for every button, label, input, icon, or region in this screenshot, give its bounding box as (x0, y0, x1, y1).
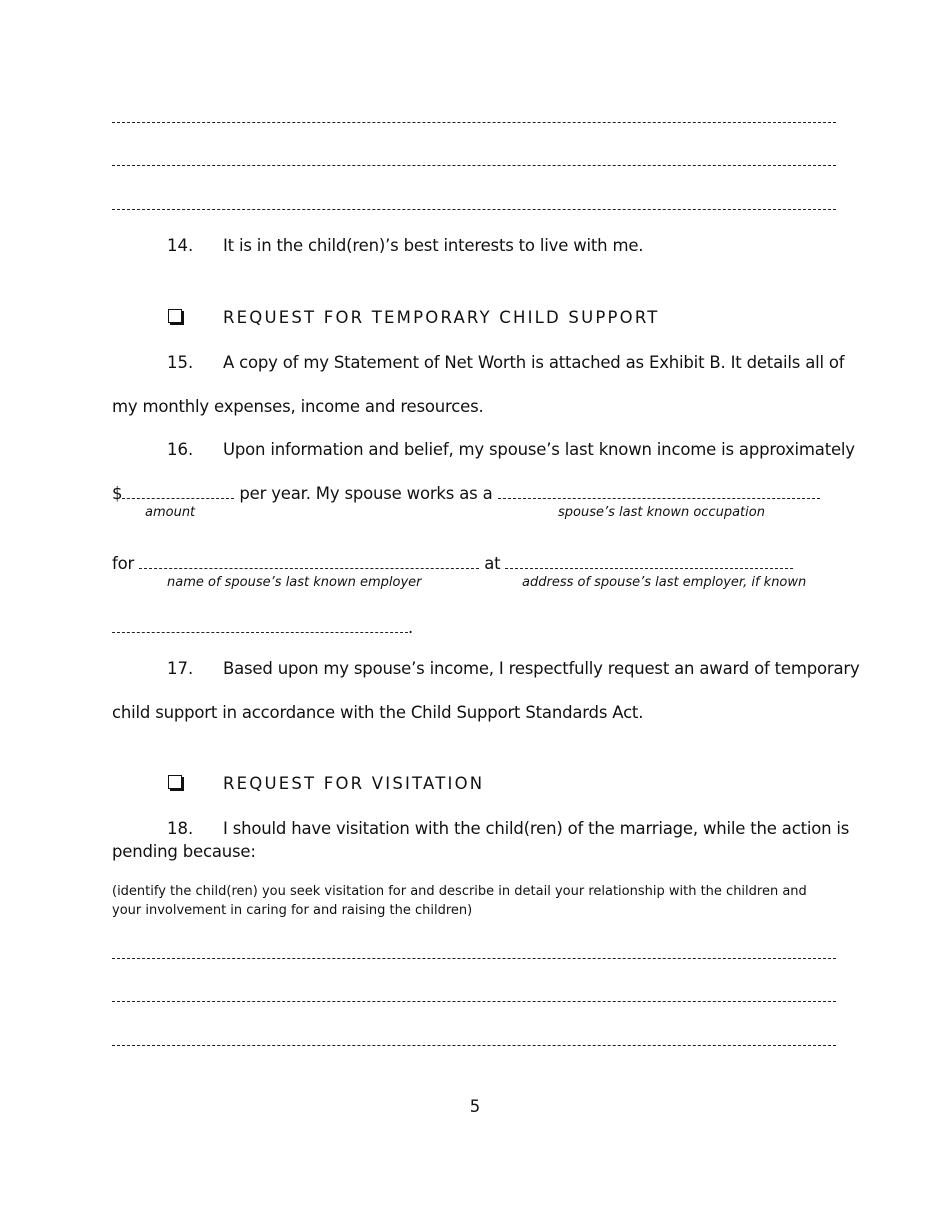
paragraph-14-text: It is in the child(ren)’s best interests to live with me. (223, 236, 644, 255)
paragraph-16-line1: Upon information and belief, my spouse’s last known income is approximately (223, 440, 855, 459)
paragraph-18-line1: I should have visitation with the child(ren) of the marriage, while the action is (223, 819, 850, 838)
employer-line (112, 554, 793, 573)
paragraph-17-line1: Based upon my spouse’s income, I respectfully request an award of temporary (223, 659, 860, 678)
occupation-caption: spouse’s last known occupation (558, 505, 765, 520)
child-support-checkbox[interactable] (168, 309, 182, 323)
answer-line[interactable] (112, 1045, 836, 1046)
instructions-text: (identify the child(ren) you seek visitation for and describe in detail your relationship with the children and your involvement in caring for and raising the children) (112, 884, 807, 918)
amount-field[interactable] (122, 484, 234, 499)
answer-line[interactable] (112, 165, 836, 166)
paragraph-15-number: 15. (167, 353, 194, 372)
visitation-checkbox[interactable] (168, 775, 182, 789)
period: . (408, 618, 414, 637)
address-continuation-field[interactable] (112, 618, 408, 633)
at-text: at (484, 554, 501, 573)
child-support-heading: REQUEST FOR TEMPORARY CHILD SUPPORT (223, 308, 660, 327)
paragraph-17-line2: child support in accordance with the Child Support Standards Act. (112, 703, 644, 722)
per-year-text: per year. My spouse works as a (239, 484, 493, 503)
paragraph-15-line2: my monthly expenses, income and resources. (112, 397, 484, 416)
paragraph-15-line1: A copy of my Statement of Net Worth is attached as Exhibit B. It details all of (223, 353, 845, 372)
page-number: 5 (469, 1097, 481, 1116)
visitation-heading: REQUEST FOR VISITATION (223, 774, 485, 793)
paragraph-17-number: 17. (167, 659, 194, 678)
answer-line[interactable] (112, 122, 836, 123)
income-line (112, 484, 820, 503)
amount-caption: amount (145, 505, 196, 520)
address-continuation-line (112, 618, 413, 637)
for-text: for (112, 554, 135, 573)
dollar-sign: $ (112, 484, 123, 503)
occupation-field[interactable] (498, 484, 820, 499)
employer-caption: name of spouse’s last known employer (167, 575, 422, 590)
paragraph-18-number: 18. (167, 819, 194, 838)
address-caption: address of spouse’s last employer, if known (522, 575, 807, 590)
paragraph-14-number: 14. (167, 236, 194, 255)
answer-line[interactable] (112, 1001, 836, 1002)
paragraph-18-line2: pending because: (112, 842, 256, 861)
paragraph-16-number: 16. (167, 440, 194, 459)
address-field[interactable] (505, 554, 793, 569)
answer-line[interactable] (112, 209, 836, 210)
answer-line[interactable] (112, 958, 836, 959)
employer-field[interactable] (139, 554, 479, 569)
